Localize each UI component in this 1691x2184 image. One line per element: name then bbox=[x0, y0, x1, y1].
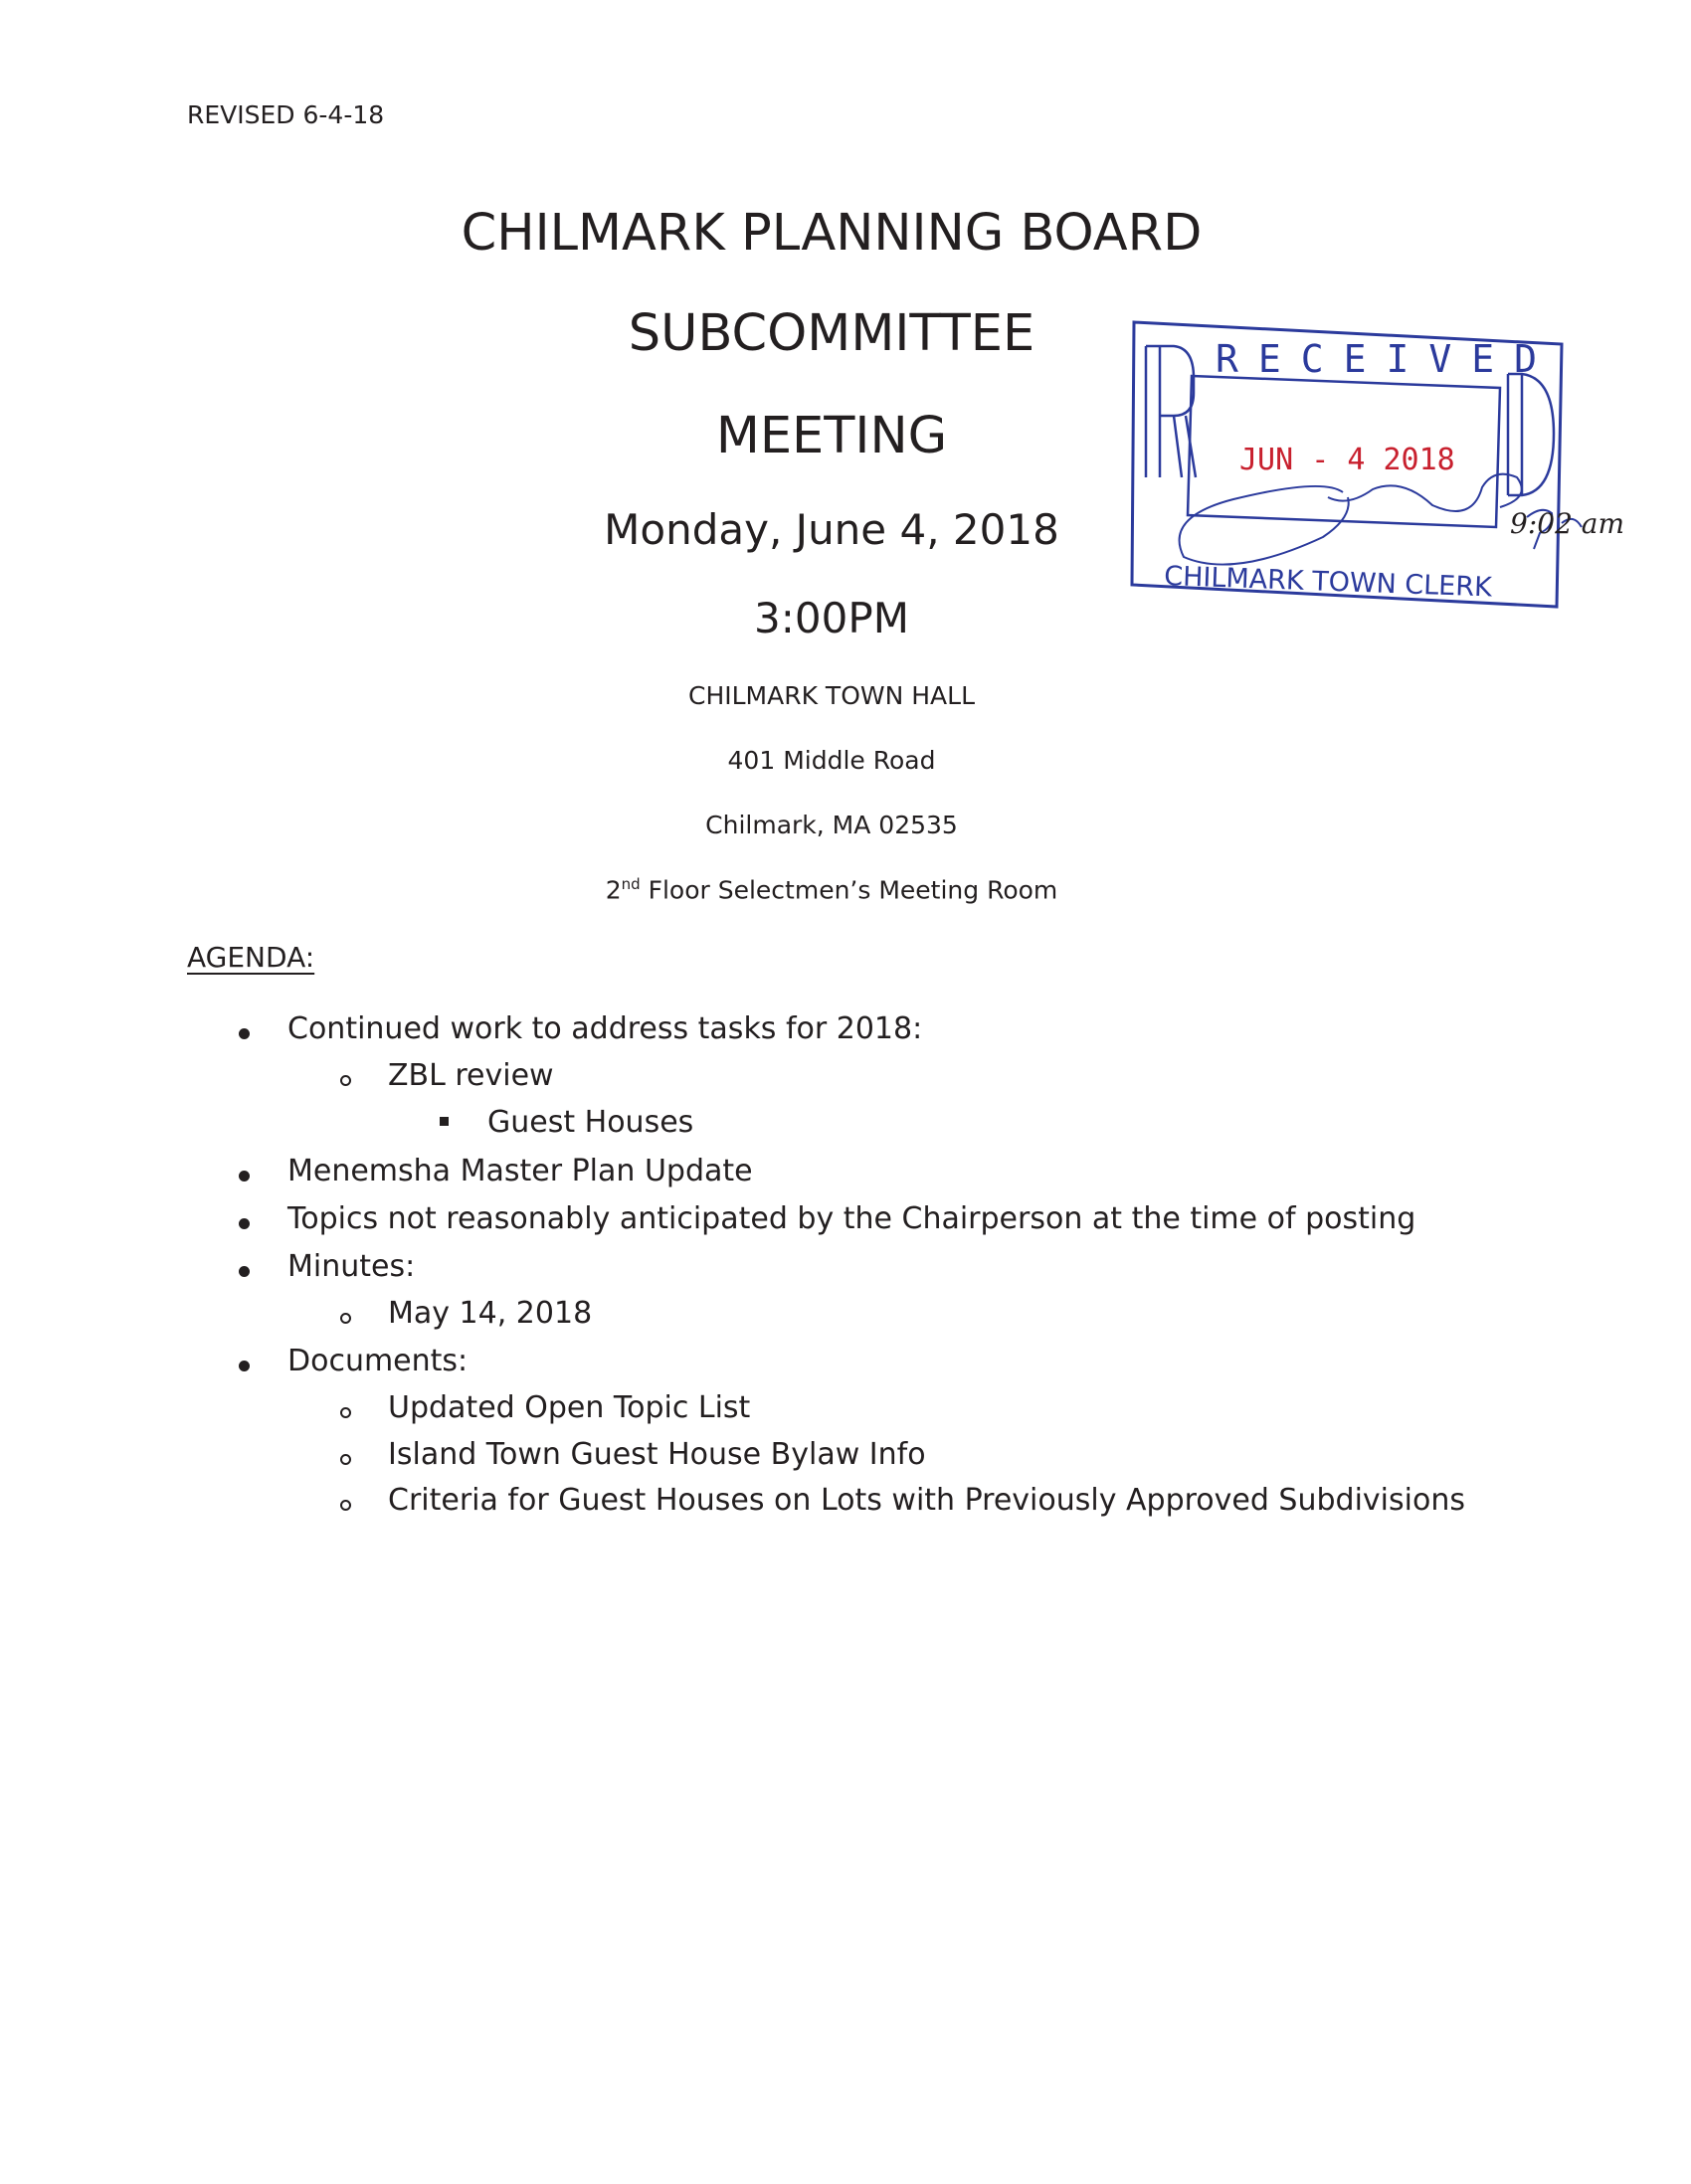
square-bullet-icon bbox=[440, 1117, 449, 1126]
address-room bbox=[0, 875, 1663, 904]
list-item: Criteria for Guest Houses on Lots with Previously Approved Subdivisions bbox=[388, 1483, 1465, 1518]
room-name: Floor Selectmen’s Meeting Room bbox=[640, 875, 1058, 905]
bullet-icon bbox=[239, 1266, 250, 1277]
circle-bullet-icon bbox=[340, 1454, 351, 1465]
received-stamp bbox=[1124, 318, 1625, 617]
stamp-text bbox=[1164, 337, 1624, 604]
list-item: Updated Open Topic List bbox=[388, 1390, 751, 1425]
circle-bullet-icon bbox=[340, 1407, 351, 1418]
list-item: ZBL review bbox=[388, 1058, 554, 1093]
revised-date: REVISED 6-4-18 bbox=[187, 100, 385, 129]
title-meeting: MEETING bbox=[715, 407, 948, 465]
address-street: 401 Middle Road bbox=[727, 746, 936, 775]
bullet-icon bbox=[239, 1028, 250, 1039]
list-item: Guest Houses bbox=[487, 1105, 694, 1140]
circle-bullet-icon bbox=[340, 1075, 351, 1086]
title-subcommittee: SUBCOMMITTEE bbox=[628, 304, 1035, 363]
address-city: Chilmark, MA 02535 bbox=[705, 811, 958, 839]
meeting-time: 3:00PM bbox=[754, 594, 909, 642]
list-item: Island Town Guest House Bylaw Info bbox=[388, 1437, 926, 1472]
bullet-icon bbox=[239, 1218, 250, 1229]
floor-number: 2 bbox=[605, 875, 622, 905]
stamp-office: CHILMARK TOWN CLERK bbox=[1163, 561, 1493, 604]
stamp-time-note: 9:02 am bbox=[1510, 507, 1625, 540]
title-board: CHILMARK PLANNING BOARD bbox=[461, 204, 1203, 263]
meeting-date: Monday, June 4, 2018 bbox=[604, 505, 1059, 554]
list-item: Menemsha Master Plan Update bbox=[287, 1154, 753, 1188]
circle-bullet-icon bbox=[340, 1313, 351, 1324]
bullet-icon bbox=[239, 1171, 250, 1182]
address-place: CHILMARK TOWN HALL bbox=[687, 681, 975, 710]
agenda-heading: AGENDA: bbox=[187, 941, 315, 974]
list-item: Documents: bbox=[287, 1344, 469, 1378]
list-item: Topics not reasonably anticipated by the Chairperson at the time of posting bbox=[287, 1201, 1416, 1236]
floor-suffix: nd bbox=[621, 875, 641, 893]
circle-bullet-icon bbox=[340, 1500, 351, 1511]
list-item: May 14, 2018 bbox=[388, 1296, 593, 1331]
list-item: Minutes: bbox=[287, 1249, 416, 1284]
stamp-received-text: RECEIVED bbox=[1216, 337, 1558, 381]
list-item: Continued work to address tasks for 2018: bbox=[287, 1011, 923, 1046]
bullet-icon bbox=[239, 1361, 250, 1371]
stamp-date: JUN - 4 2018 bbox=[1239, 443, 1455, 477]
